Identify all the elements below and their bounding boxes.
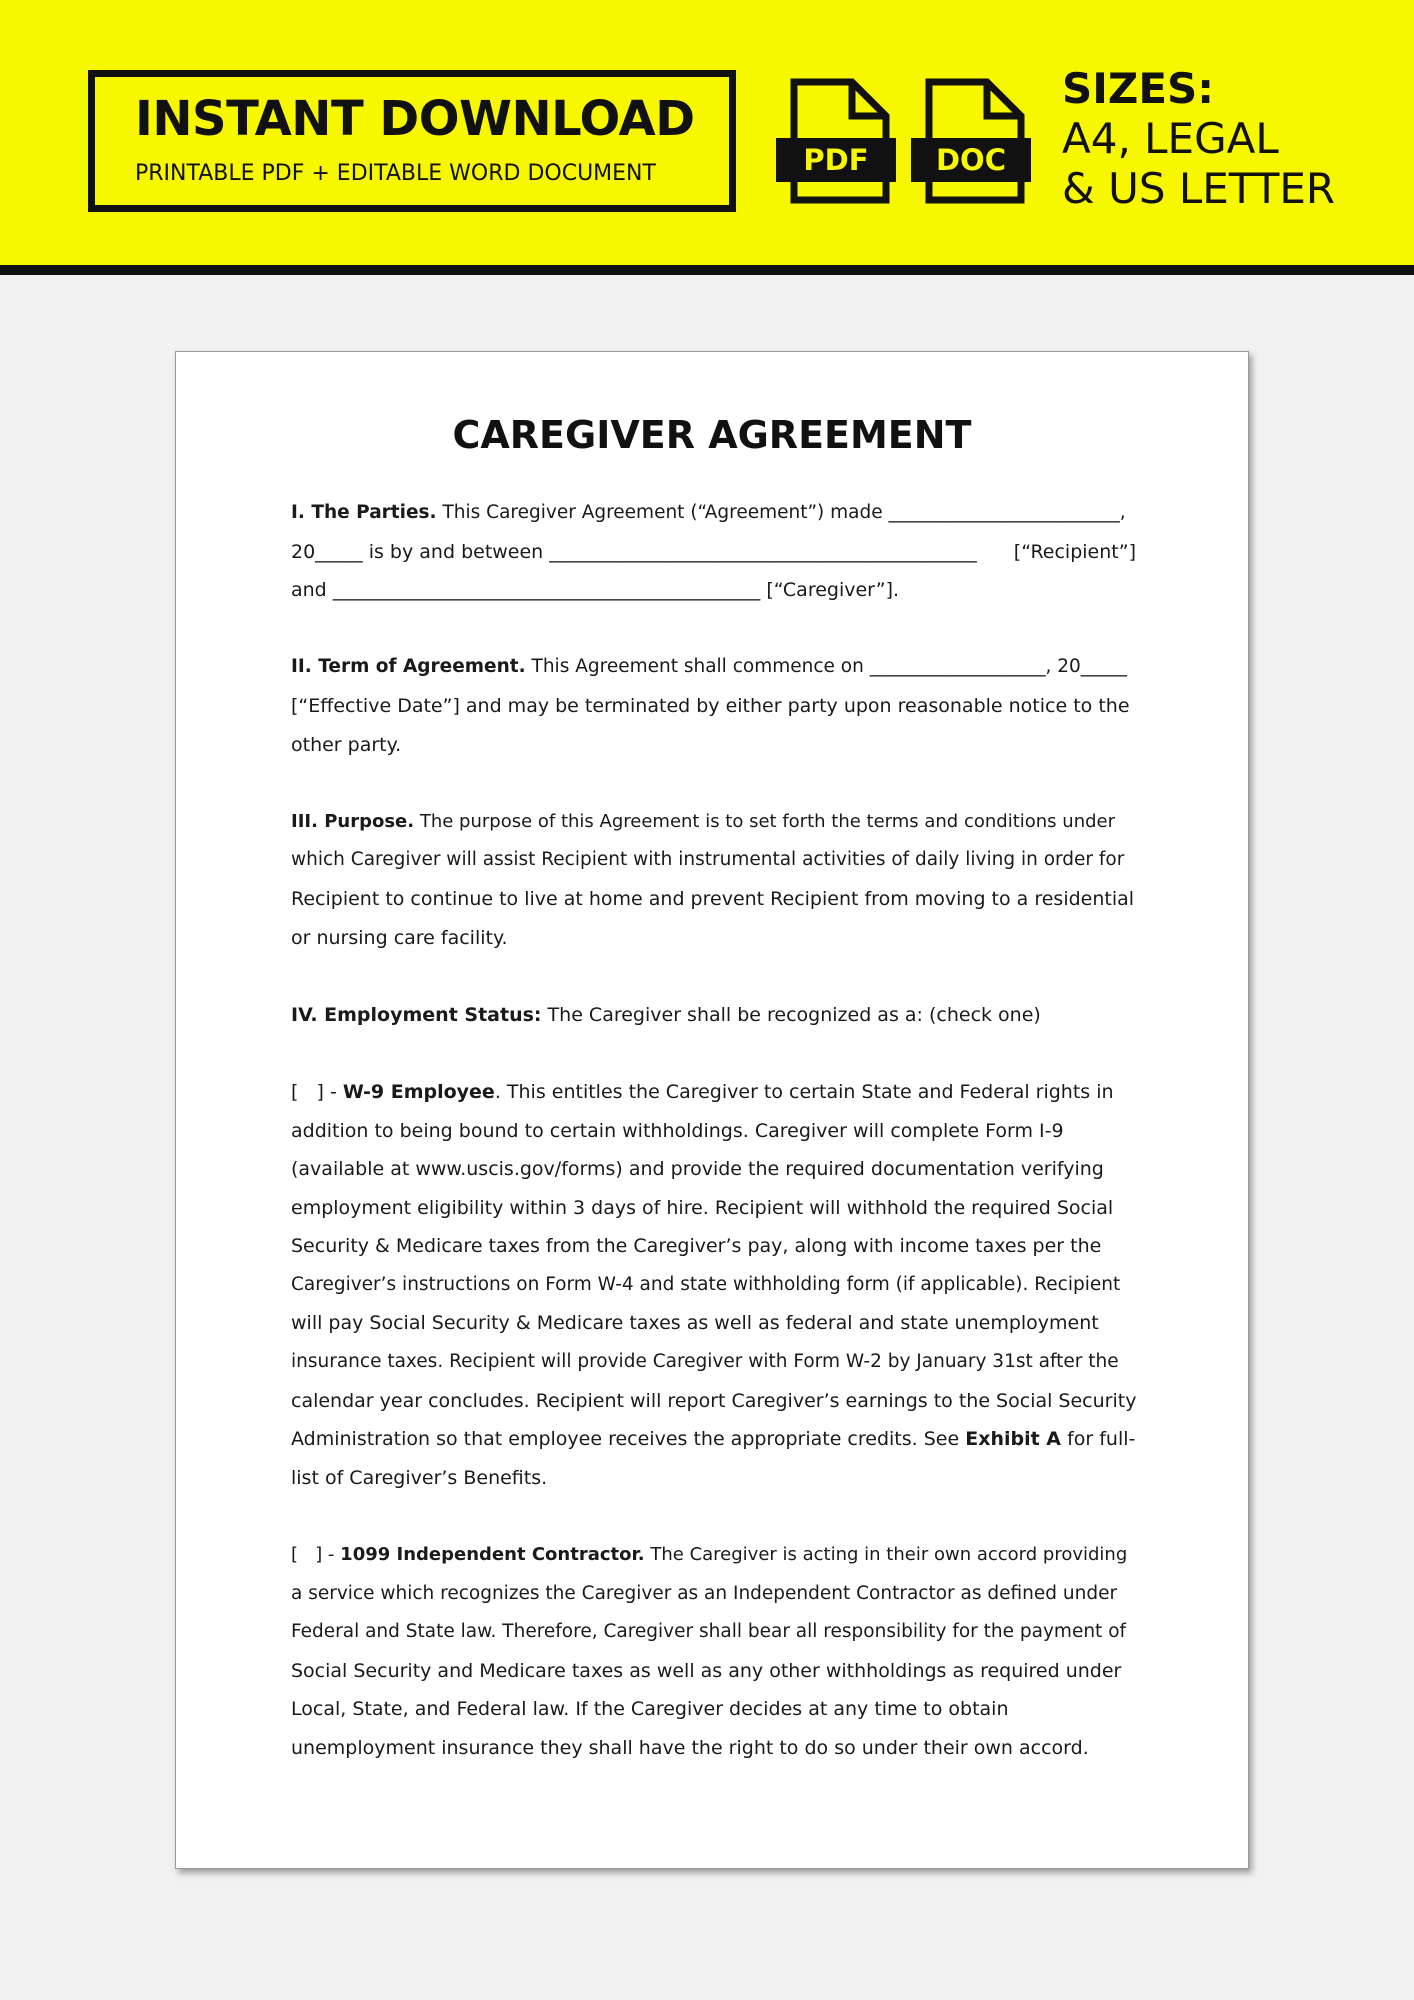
term-line-1: II. Term of Agreement. This Agreement shall commence on ___________________, 20_____ bbox=[291, 656, 1127, 678]
sizes-line-1: A4, LEGAL bbox=[1062, 114, 1279, 163]
w9-line-1: [ ] - W-9 Employee. This entitles the Caregiver to certain State and Federal rights in bbox=[291, 1080, 1114, 1103]
w9-line-10: Administration so that employee receives the appropriate credits. See Exhibit A for full- bbox=[291, 1428, 1136, 1451]
w9-line-7: will pay Social Security & Medicare taxes as well as federal and state unemployment bbox=[291, 1312, 1099, 1335]
c1099-line-3: Federal and State law. Therefore, Caregiver shall bear all responsibility for the payment of bbox=[291, 1621, 1127, 1643]
w9-line-8: insurance taxes. Recipient will provide Caregiver with Form W-2 by January 31st after the bbox=[291, 1351, 1119, 1373]
doc-label: DOC bbox=[911, 138, 1031, 182]
promo-banner bbox=[0, 0, 1414, 275]
w9-line-9: calendar year concludes. Recipient will report Caregiver’s earnings to the Social Security bbox=[291, 1389, 1137, 1412]
term-line-2: [“Effective Date”] and may be terminated by either party upon reasonable notice to the bbox=[291, 694, 1130, 717]
purpose-line-1: III. Purpose. The purpose of this Agreement is to set forth the terms and conditions under bbox=[291, 810, 1115, 832]
w9-line-2: addition to being bound to certain withholdings. Caregiver will complete Form I-9 bbox=[291, 1119, 1064, 1142]
sizes-title: SIZES: bbox=[1062, 64, 1215, 113]
w9-heading: W-9 Employee bbox=[342, 1080, 495, 1103]
purpose-line-4: or nursing care facility. bbox=[291, 926, 508, 949]
download-title: INSTANT DOWNLOAD bbox=[135, 91, 695, 147]
w9-line-11: list of Caregiver’s Benefits. bbox=[291, 1466, 548, 1489]
exhibit-a-reference: Exhibit A bbox=[965, 1428, 1062, 1451]
w9-line-3: (available at www.uscis.gov/forms) and provide the required documentation verifying bbox=[291, 1158, 1104, 1181]
w9-checkbox[interactable]: [ ] - bbox=[291, 1080, 337, 1103]
purpose-line-2: which Caregiver will assist Recipient with instrumental activities of daily living in order for bbox=[291, 849, 1125, 871]
w9-line-6: Caregiver’s instructions on Form W-4 and state withholding form (if applicable). Recipient bbox=[291, 1273, 1121, 1295]
document-page bbox=[175, 351, 1249, 1869]
term-line-3: other party. bbox=[291, 733, 402, 756]
c1099-line-2: a service which recognizes the Caregiver as an Independent Contractor as defined under bbox=[291, 1582, 1118, 1604]
c1099-line-4: Social Security and Medicare taxes as well as any other withholdings as required under bbox=[291, 1659, 1122, 1682]
sizes-line-2: & US LETTER bbox=[1062, 164, 1336, 213]
purpose-heading: III. Purpose. bbox=[291, 810, 415, 832]
c1099-line-1: [ ] - 1099 Independent Contractor. The Caregiver is acting in their own accord providing bbox=[291, 1544, 1128, 1566]
sizes-info bbox=[1062, 64, 1335, 214]
document-title: CAREGIVER AGREEMENT bbox=[452, 413, 972, 457]
c1099-line-5: Local, State, and Federal law. If the Caregiver decides at any time to obtain bbox=[291, 1698, 1009, 1721]
download-subtitle: PRINTABLE PDF + EDITABLE WORD DOCUMENT bbox=[135, 161, 656, 186]
pdf-file-icon bbox=[790, 78, 890, 204]
employment-status-line: IV. Employment Status: The Caregiver shall be recognized as a: (check one) bbox=[291, 1003, 1041, 1026]
term-heading: II. Term of Agreement. bbox=[291, 656, 526, 678]
c1099-line-6: unemployment insurance they shall have the right to do so under their own accord. bbox=[291, 1737, 1089, 1759]
c1099-checkbox[interactable]: [ ] - bbox=[291, 1544, 335, 1566]
parties-line-1: I. The Parties. This Caregiver Agreement (“Agreement”) made _________________________, bbox=[291, 502, 1126, 523]
purpose-line-3: Recipient to continue to live at home and prevent Recipient from moving to a residential bbox=[291, 887, 1135, 910]
c1099-heading: 1099 Independent Contractor. bbox=[340, 1544, 645, 1566]
pdf-label: PDF bbox=[776, 138, 896, 182]
parties-heading: I. The Parties. bbox=[291, 502, 437, 523]
doc-file-icon bbox=[925, 78, 1025, 204]
document-body bbox=[291, 494, 1136, 1768]
instant-download-box bbox=[88, 70, 736, 212]
employment-status-heading: IV. Employment Status: bbox=[291, 1003, 542, 1026]
parties-line-2: 20_____ is by and between _____________________________________________ [“Recipient”] bbox=[291, 540, 1136, 563]
w9-line-4: employment eligibility within 3 days of hire. Recipient will withhold the required Social bbox=[291, 1196, 1114, 1219]
parties-line-3: and _____________________________________________ [“Caregiver”]. bbox=[291, 579, 900, 602]
w9-line-5: Security & Medicare taxes from the Caregiver’s pay, along with income taxes per the bbox=[291, 1235, 1102, 1258]
